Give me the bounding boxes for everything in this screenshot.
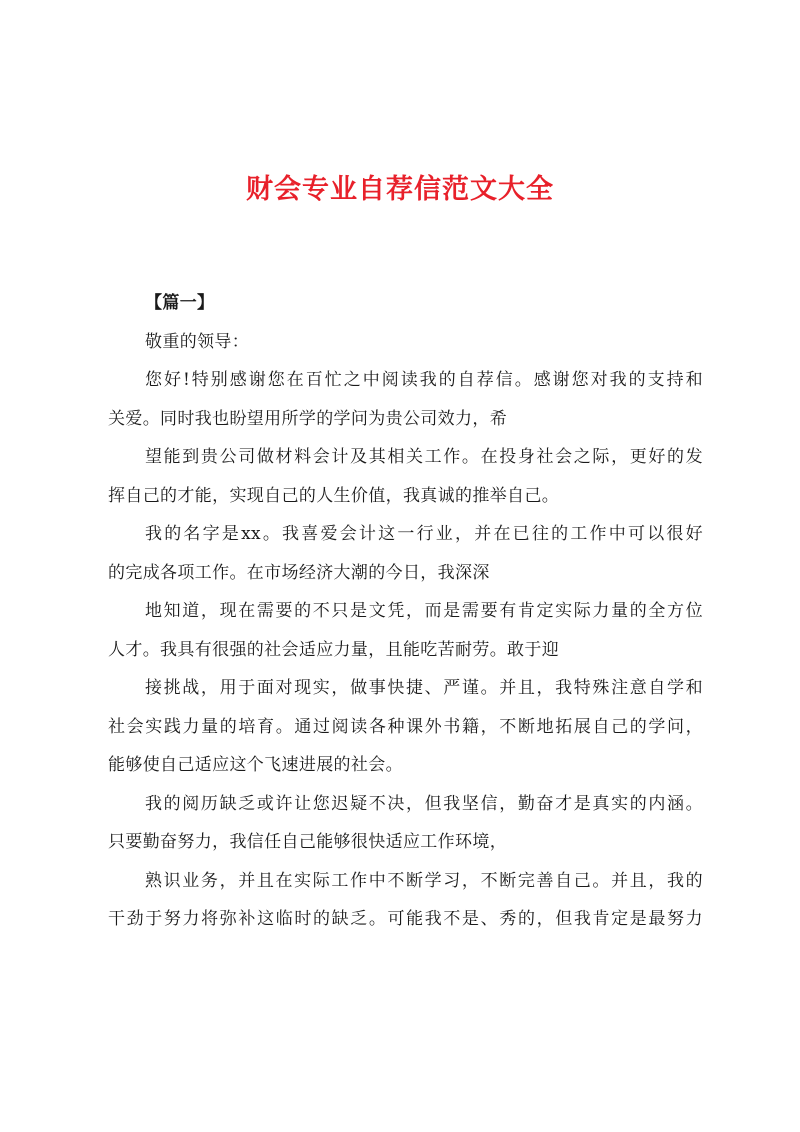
paragraph-line: 的完成各项工作。在市场经济大潮的今日，我深深 [108, 562, 490, 583]
paragraph-line: 我的名字是xx。我喜爱会计这一行业，并在已往的工作中可以很好 [145, 524, 703, 544]
paragraph-line: 能够使自己适应这个飞速进展的社会。 [108, 755, 403, 775]
paragraph-line: 熟识业务，并且在实际工作中不断学习，不断完善自己。并且，我的 [145, 870, 703, 891]
salutation-line: 敬重的领导： [145, 331, 250, 352]
section-label: 【篇一】 [145, 293, 215, 313]
paragraph-line: 地知道，现在需要的不只是文凭，而是需要有肯定实际力量的全方位 [145, 601, 703, 621]
paragraph-line: 人才。我具有很强的社会适应力量，且能吃苦耐劳。敢于迎 [108, 639, 560, 660]
document-title: 财会专业自荐信范文大全 [246, 174, 554, 205]
paragraph-line: 社会实践力量的培育。通过阅读各种课外书籍，不断地拓展自己的学问， [108, 716, 703, 737]
paragraph-line: 关爱。同时我也盼望用所学的学问为贵公司效力，希 [108, 408, 508, 429]
paragraph-line: 望能到贵公司做材料会计及其相关工作。在投身社会之际，更好的发 [145, 447, 703, 467]
paragraph-line: 只要勤奋努力，我信任自己能够很快适应工作环境， [108, 832, 508, 852]
paragraph-line: 我的阅历缺乏或许让您迟疑不决，但我坚信，勤奋才是真实的内涵。 [145, 793, 703, 814]
paragraph-line: 您好!特别感谢您在百忙之中阅读我的自荐信。感谢您对我的支持和 [145, 370, 703, 390]
paragraph-line: 挥自己的才能，实现自己的人生价值，我真诚的推举自己。 [108, 485, 560, 506]
document-body [108, 284, 703, 939]
paragraph-line: 接挑战，用于面对现实，做事快捷、严谨。并且，我特殊注意自学和 [145, 678, 703, 698]
paragraph-line: 干劲于努力将弥补这临时的缺乏。可能我不是、秀的，但我肯定是最努力 [108, 909, 703, 929]
